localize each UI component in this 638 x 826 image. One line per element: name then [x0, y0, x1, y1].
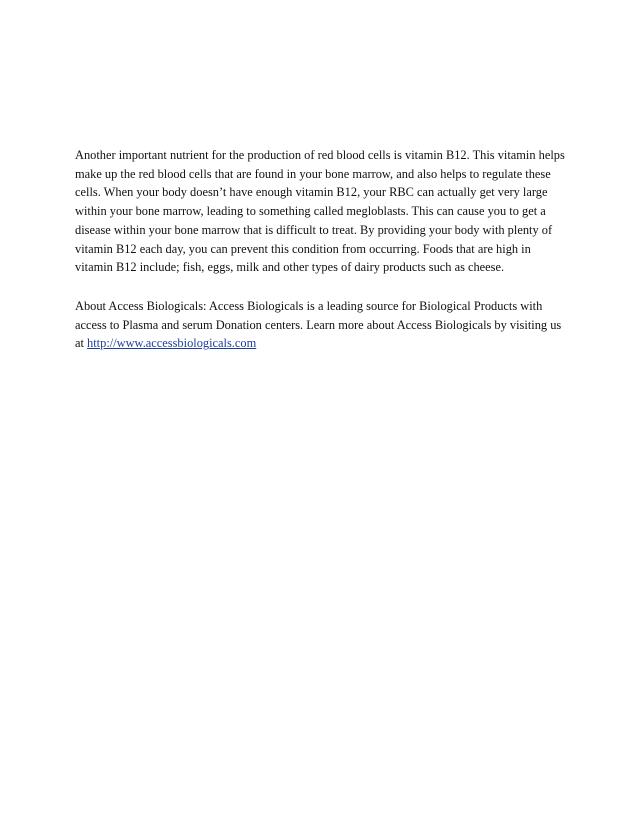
paragraph-vitamin-b12: Another important nutrient for the production of red blood cells is vitamin B12. This vitamin helps make up the red blood cells that are found in your bone marrow, and also helps to regulate these cells. When your body doesn’t have enough vitamin B12, your RBC can actually get very large within your bone marrow, leading to something called megloblasts. This can cause you to get a disease within your bone marrow that is difficult to treat. By providing your body with plenty of vitamin B12 each day, you can prevent this condition from occurring. Foods that are high in vitamin B12 include; fish, eggs, milk and other types of dairy products such as cheese.	[75, 148, 565, 275]
document-body	[75, 146, 567, 353]
access-biologicals-link[interactable]: http://www.accessbiologicals.com	[87, 336, 257, 351]
about-text: About Access Biologicals: Access Biologicals is a leading source for Biological Products with access to Plasma and serum Donation centers. Learn more about Access Biologicals by visiting us at	[75, 298, 562, 351]
paragraph-about	[75, 297, 567, 353]
